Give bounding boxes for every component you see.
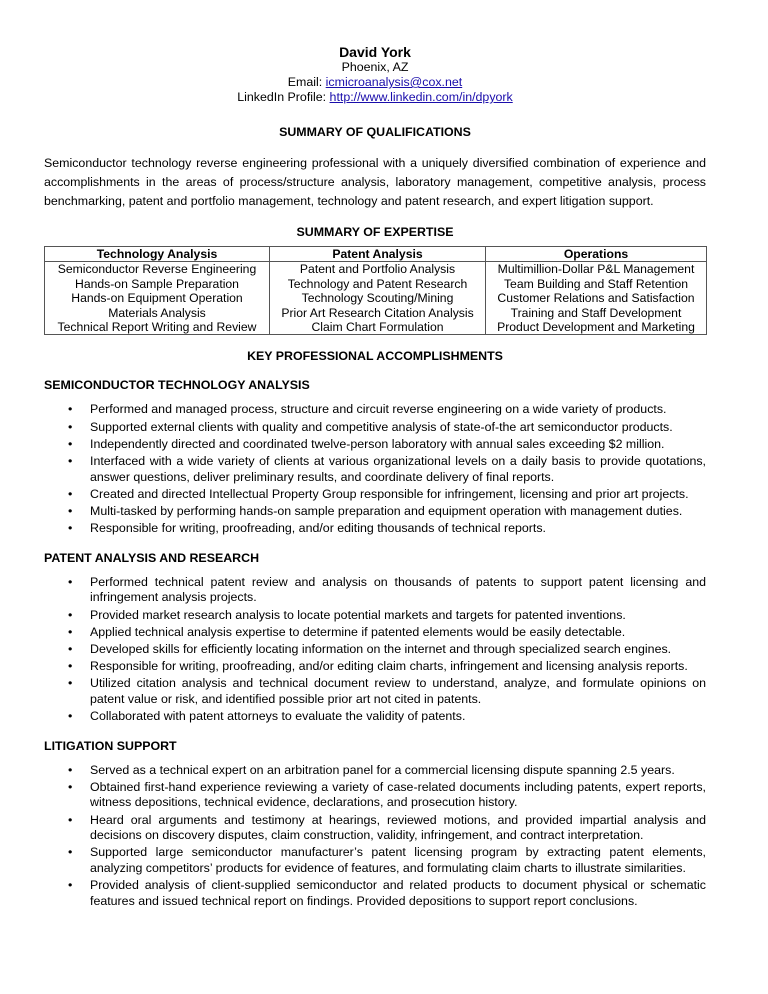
email-label: Email:	[287, 75, 326, 89]
litigation-bullet-list	[44, 763, 706, 910]
list-item-text: Supported external clients with quality and competitive analysis of state-of-the art semiconductor products.	[90, 419, 673, 434]
bullet-icon: •	[68, 503, 73, 518]
bullet-icon: •	[68, 709, 73, 724]
bullet-icon: •	[68, 845, 73, 860]
expertise-table	[44, 246, 707, 335]
table-cell: Hands-on Sample Preparation	[45, 277, 270, 291]
table-cell: Semiconductor Reverse Engineering	[45, 262, 270, 277]
expertise-header-patent: Patent Analysis	[270, 247, 486, 262]
list-item-text: Performed technical patent review and analysis on thousands of patents to support patent licensing and infringement analysis projects.	[90, 574, 706, 605]
table-row	[45, 320, 707, 335]
bullet-icon: •	[68, 812, 73, 827]
list-item-text: Applied technical analysis expertise to determine if patented elements would be easily detectable.	[90, 624, 626, 639]
bullet-icon: •	[68, 486, 73, 501]
list-item-text: Collaborated with patent attorneys to evaluate the validity of patents.	[90, 709, 466, 724]
list-item	[44, 625, 706, 641]
table-row	[45, 306, 707, 320]
bullet-icon: •	[68, 762, 73, 777]
list-item-text: Interfaced with a wide variety of clients at various organizational levels on a daily basis to provide quotations, answer questions, deliver preliminary results, and coordinate delivery of final reports.	[90, 454, 706, 484]
list-item-text: Obtained first-hand experience reviewing a variety of case-related documents including patents, expert reports, witness depositions, technical evidence, declarations, and prosecution history.	[90, 779, 706, 810]
list-item	[44, 402, 706, 418]
bullet-icon: •	[68, 436, 73, 451]
bullet-icon: •	[68, 659, 73, 674]
list-item-text: Provided market research analysis to locate potential markets and targets for patented inventions.	[90, 607, 626, 622]
table-cell: Multimillion-Dollar P&L Management	[486, 262, 707, 277]
bullet-icon: •	[68, 624, 73, 639]
table-cell: Patent and Portfolio Analysis	[270, 262, 486, 277]
candidate-name: David York	[339, 44, 411, 60]
table-row	[45, 262, 707, 277]
patent-bullet-list	[44, 575, 706, 725]
bullet-icon: •	[68, 454, 73, 468]
semiconductor-bullet-list	[44, 402, 706, 536]
bullet-icon: •	[68, 641, 73, 656]
list-item-text: Provided analysis of client-supplied semiconductor and related products to document physical or schematic features and issued technical report on findings. Provided depositions to support report conclusions.	[90, 878, 706, 908]
list-item	[44, 504, 706, 520]
table-cell: Hands-on Equipment Operation	[45, 291, 270, 305]
expertise-title: SUMMARY OF EXPERTISE	[296, 225, 454, 239]
accomplishments-title: KEY PROFESSIONAL ACCOMPLISHMENTS	[247, 349, 503, 364]
list-item	[44, 575, 706, 606]
expertise-header-technology: Technology Analysis	[45, 247, 270, 262]
expertise-header-operations: Operations	[486, 247, 707, 262]
table-row	[45, 291, 707, 305]
bullet-icon: •	[68, 878, 73, 893]
list-item	[44, 878, 706, 909]
list-item	[44, 709, 706, 725]
list-item	[44, 780, 706, 811]
bullet-icon: •	[68, 779, 73, 794]
table-cell: Materials Analysis	[45, 306, 270, 320]
section-heading-litigation: LITIGATION SUPPORT	[44, 738, 177, 753]
linkedin-link[interactable]: http://www.linkedin.com/in/dpyork	[329, 90, 513, 104]
list-item-text: Heard oral arguments and testimony at hearings, reviewed motions, and provided impartial analysis and decisions on discovery disputes, claim construction, validity, infringement, and contract interpretation.	[90, 812, 706, 843]
list-item	[44, 659, 706, 675]
table-cell: Prior Art Research Citation Analysis	[270, 306, 486, 320]
email-line	[44, 75, 706, 90]
table-cell: Technical Report Writing and Review	[45, 320, 270, 335]
list-item-text: Responsible for writing, proofreading, and/or editing thousands of technical reports.	[90, 521, 546, 536]
resume-page	[44, 44, 706, 911]
summary-text: Semiconductor technology reverse engineering professional with a uniquely diversified combination of experience and accomplishments in the areas of process/structure analysis, laboratory management, competitive analysis, process benchmarking, patent and portfolio management, technology and patent research, and expert litigation support.	[44, 156, 706, 208]
section-heading-semiconductor: SEMICONDUCTOR TECHNOLOGY ANALYSIS	[44, 378, 310, 393]
expertise-header-row	[45, 247, 707, 262]
linkedin-line	[44, 90, 706, 105]
table-cell: Training and Staff Development	[486, 306, 707, 320]
list-item-text: Multi-tasked by performing hands-on sample preparation and equipment operation with management duties.	[90, 503, 683, 518]
bullet-icon: •	[68, 402, 73, 417]
bullet-icon: •	[68, 574, 73, 589]
table-cell: Technology and Patent Research	[270, 277, 486, 291]
list-item	[44, 420, 706, 436]
table-cell: Customer Relations and Satisfaction	[486, 291, 707, 305]
table-cell: Technology Scouting/Mining	[270, 291, 486, 305]
list-item	[44, 608, 706, 624]
bullet-icon: •	[68, 676, 73, 691]
email-link[interactable]: icmicroanalysis@cox.net	[325, 75, 463, 89]
list-item-text: Responsible for writing, proofreading, and/or editing claim charts, infringement and licensing analysis reports.	[90, 659, 688, 674]
list-item	[44, 813, 706, 844]
table-row	[45, 277, 707, 291]
list-item	[44, 845, 706, 876]
list-item	[44, 454, 706, 485]
summary-title: SUMMARY OF QUALIFICATIONS	[279, 125, 471, 139]
table-cell: Product Development and Marketing	[486, 320, 707, 335]
list-item-text: Independently directed and coordinated twelve-person laboratory with annual sales exceeding $2 million.	[90, 436, 665, 451]
section-heading-patent: PATENT ANALYSIS AND RESEARCH	[44, 550, 260, 565]
list-item-text: Served as a technical expert on an arbitration panel for a commercial licensing dispute spanning 2.5 years.	[90, 762, 675, 777]
list-item-text: Developed skills for efficiently locating information on the internet and through specialized search engines.	[90, 641, 672, 656]
list-item	[44, 437, 706, 453]
list-item-text: Supported large semiconductor manufacturer’s patent licensing program by extracting patent elements, analyzing competitors’ products for evidence of features, and formulating claim charts to illustrate similarities.	[90, 845, 706, 875]
list-item-text: Utilized citation analysis and technical document review to understand, analyze, and formulate opinions on patent value or risk, and identified possible prior art not cited in patents.	[90, 676, 706, 706]
list-item	[44, 642, 706, 658]
candidate-location: Phoenix, AZ	[341, 60, 409, 74]
table-cell: Claim Chart Formulation	[270, 320, 486, 335]
bullet-icon: •	[68, 607, 73, 622]
list-item	[44, 487, 706, 503]
bullet-icon: •	[68, 521, 73, 536]
list-item	[44, 521, 706, 537]
list-item	[44, 763, 706, 779]
linkedin-label: LinkedIn Profile:	[237, 90, 330, 104]
list-item	[44, 676, 706, 707]
list-item-text: Created and directed Intellectual Property Group responsible for infringement, licensing and prior art projects.	[90, 486, 689, 501]
bullet-icon: •	[68, 419, 73, 434]
list-item-text: Performed and managed process, structure and circuit reverse engineering on a wide variety of products.	[90, 402, 667, 417]
table-cell: Team Building and Staff Retention	[486, 277, 707, 291]
